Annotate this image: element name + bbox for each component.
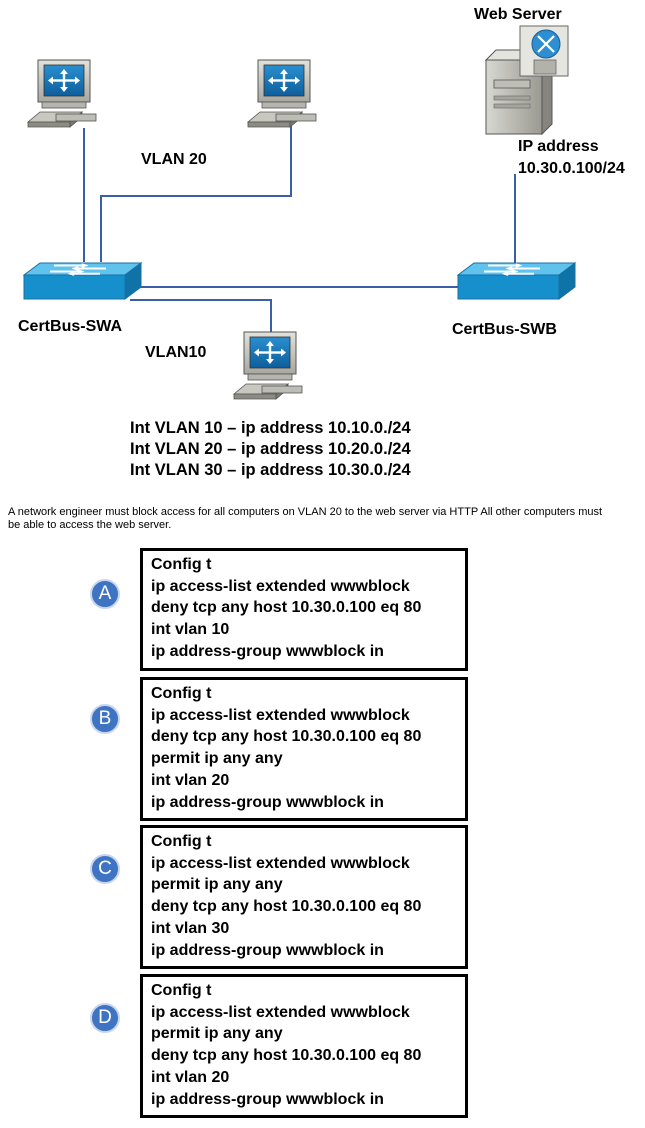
option-c-line: permit ip any any: [151, 876, 283, 894]
option-c-line: ip access-list extended wwwblock: [151, 854, 410, 872]
switch-swb-icon: [458, 263, 575, 299]
option-b-box[interactable]: [140, 677, 468, 821]
option-a-line: ip access-list extended wwwblock: [151, 577, 410, 595]
option-c-line: Config t: [151, 833, 212, 850]
vlan10-computer-icon: [234, 332, 302, 399]
option-c-badge[interactable]: C: [90, 854, 120, 884]
web-server-icon: [486, 26, 568, 134]
vlan10-label: VLAN10: [145, 344, 207, 361]
option-b-badge[interactable]: B: [90, 704, 120, 734]
option-c-box[interactable]: [140, 825, 468, 969]
interface-vlan10: Int VLAN 10 – ip address 10.10.0./24: [130, 419, 411, 437]
option-d-line: Config t: [151, 982, 212, 999]
question-text: A network engineer must block access for all computers on VLAN 20 to the web server via HTTP All other computers must be able to access the web server.: [8, 506, 603, 531]
option-b-line: permit ip any any: [151, 750, 283, 768]
option-a-box[interactable]: [140, 548, 468, 671]
option-b-line: ip access-list extended wwwblock: [151, 706, 410, 724]
option-d-badge[interactable]: D: [90, 1003, 120, 1033]
interface-list: [130, 418, 411, 481]
server-ip-label: IP address: [518, 138, 599, 155]
option-a-line: int vlan 10: [151, 621, 230, 639]
option-b-line: ip address-group wwwblock in: [151, 793, 384, 811]
option-a-line: ip address-group wwwblock in: [151, 642, 384, 660]
option-a-badge[interactable]: A: [90, 579, 120, 609]
network-diagram: [0, 0, 645, 500]
link-pc2-swa: [101, 126, 291, 262]
option-d-line: ip access-list extended wwwblock: [151, 1003, 410, 1021]
option-b-line: deny tcp any host 10.30.0.100 eq 80: [151, 728, 422, 746]
option-a-line: Config t: [151, 556, 212, 573]
option-d-line: ip address-group wwwblock in: [151, 1090, 384, 1108]
interface-vlan30: Int VLAN 30 – ip address 10.30.0./24: [130, 461, 411, 479]
option-d-line: int vlan 20: [151, 1068, 230, 1086]
option-d-line: permit ip any any: [151, 1025, 283, 1043]
switch-swa-icon: [24, 263, 141, 299]
vlan20-computer-1-icon: [28, 60, 96, 127]
option-c-line: ip address-group wwwblock in: [151, 941, 384, 959]
option-b-line: Config t: [151, 685, 212, 702]
interface-vlan20: Int VLAN 20 – ip address 10.20.0./24: [130, 440, 411, 458]
option-c-line: deny tcp any host 10.30.0.100 eq 80: [151, 898, 422, 916]
option-d-box[interactable]: [140, 974, 468, 1118]
vlan20-label: VLAN 20: [141, 151, 207, 168]
switch-swa-label: CertBus-SWA: [18, 318, 123, 335]
switch-swb-label: CertBus-SWB: [452, 321, 557, 338]
option-b-line: int vlan 20: [151, 771, 230, 789]
option-a-line: deny tcp any host 10.30.0.100 eq 80: [151, 599, 422, 617]
option-c-line: int vlan 30: [151, 919, 230, 937]
option-d-line: deny tcp any host 10.30.0.100 eq 80: [151, 1047, 422, 1065]
vlan20-computer-2-icon: [248, 60, 316, 127]
server-ip-value: 10.30.0.100/24: [518, 160, 625, 177]
web-server-label: Web Server: [474, 6, 562, 23]
